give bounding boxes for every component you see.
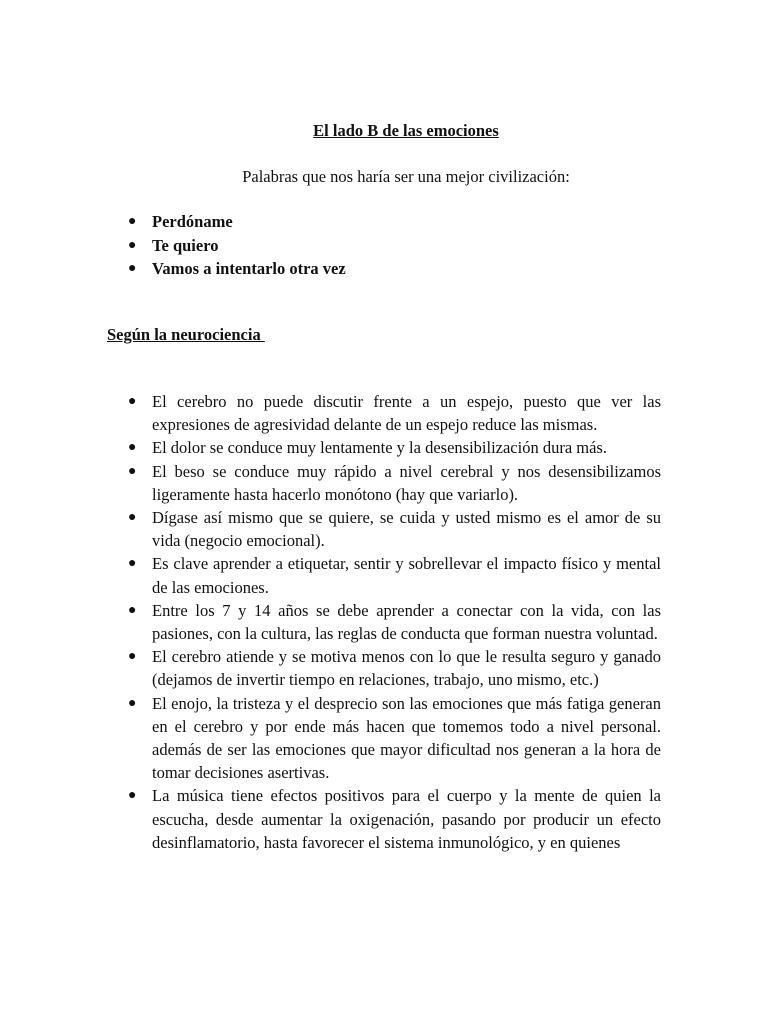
list-item-text: Vamos a intentarlo otra vez xyxy=(152,259,346,278)
document-title: El lado B de las emociones xyxy=(313,121,499,140)
bullet-icon: ● xyxy=(128,394,137,409)
list-item-text: Dígase así mismo que se quiere, se cuida y usted mismo es el amor de su vida (negocio emocional). xyxy=(152,508,661,551)
bullet-icon: ● xyxy=(128,237,137,253)
list-item-text: Perdóname xyxy=(152,212,233,231)
list-item-text: El beso se conduce muy rápido a nivel cerebral y nos desensibilizamos ligeramente hasta hacerlo monótono (hay que variarlo). xyxy=(152,461,661,504)
list-item xyxy=(128,645,661,691)
list-item xyxy=(128,552,661,598)
bullet-icon: ● xyxy=(128,261,137,276)
list-item-text: Te quiero xyxy=(152,235,219,255)
list-item-text: El cerebro no puede discutir frente a un espejo, puesto que ver las expresiones de agresividad delante de un espejo reduce las mismas. xyxy=(152,392,661,435)
bullet-icon: ● xyxy=(128,695,137,711)
list-item xyxy=(128,257,346,281)
list-item-text: El dolor se conduce muy lentamente y la desensibilización dura más. xyxy=(152,438,607,458)
list-item-text: La música tiene efectos positivos para el cuerpo y la mente de quien la escucha, desde aumentar la oxigenación, pasando por producir un efecto desinflamatorio, hasta favorecer el sistema inmunológico, y en quienes xyxy=(152,786,661,852)
list-item-text: El enojo, la tristeza y el desprecio son las emociones que más fatiga generan en el cerebro y por ende más hacen que tomemos todo a nivel personal. además de ser las emociones que mayor dificultad nos generan a la hora de tomar decisiones asertivas. xyxy=(152,693,661,783)
list-item-text: Es clave aprender a etiquetar, sentir y sobrellevar el impacto físico y mental de las emociones. xyxy=(152,554,661,597)
list-item xyxy=(128,436,661,459)
document-subtitle: Palabras que nos haría ser una mejor civilización: xyxy=(242,167,570,186)
list-item xyxy=(128,692,661,785)
neuroscience-list xyxy=(128,390,661,854)
bullet-icon: ● xyxy=(128,788,137,804)
list-item xyxy=(128,506,661,552)
list-item xyxy=(128,460,661,506)
bullet-icon: ● xyxy=(128,556,137,572)
key-phrases-list xyxy=(128,210,346,281)
bullet-icon: ● xyxy=(128,649,137,665)
bullet-icon: ● xyxy=(128,463,137,479)
list-item xyxy=(128,390,661,436)
list-item xyxy=(128,784,661,854)
list-item-text: El cerebro atiende y se motiva menos con lo que le resulta seguro y ganado (dejamos de invertir tiempo en relaciones, trabajo, uno mismo, etc.) xyxy=(152,647,661,690)
list-item-text: Entre los 7 y 14 años se debe aprender a conectar con la vida, con las pasiones, con la cultura, las reglas de conducta que forman nuestra voluntad. xyxy=(152,600,661,644)
list-item xyxy=(128,599,661,645)
list-item xyxy=(128,234,346,258)
bullet-icon: ● xyxy=(128,214,137,229)
bullet-icon: ● xyxy=(128,602,137,618)
section-heading: Según la neurociencia xyxy=(107,325,265,344)
list-item xyxy=(128,210,346,234)
bullet-icon: ● xyxy=(128,510,137,526)
bullet-icon: ● xyxy=(128,440,137,456)
